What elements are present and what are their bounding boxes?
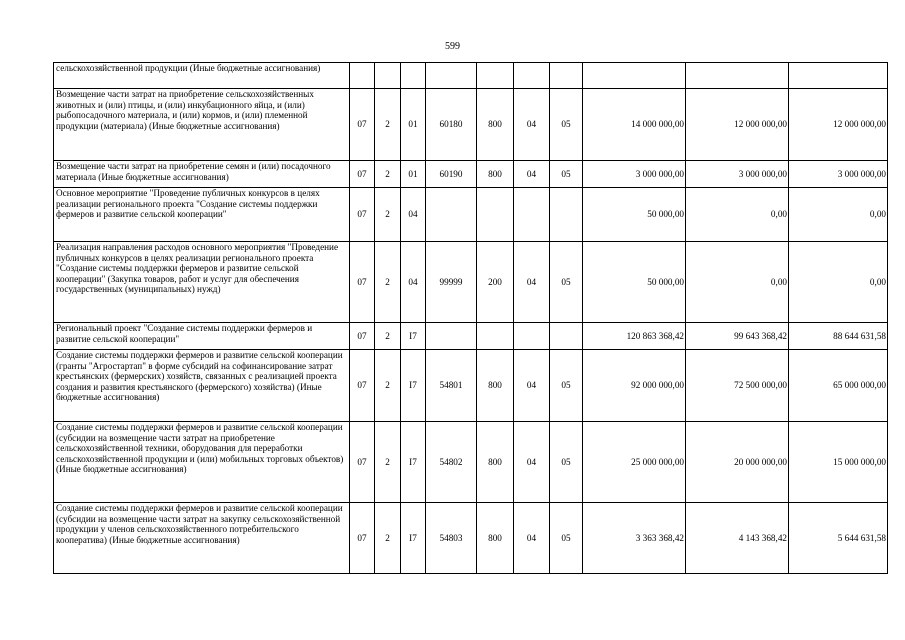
cell-code-5 — [477, 323, 514, 350]
cell-code-6 — [514, 188, 550, 242]
cell-code-5: 800 — [477, 350, 514, 422]
cell-code-1: 07 — [350, 323, 375, 350]
cell-code-3: I7 — [401, 323, 426, 350]
cell-code-2 — [375, 63, 401, 89]
cell-amount-3: 88 644 631,58 — [789, 323, 888, 350]
cell-amount-3: 12 000 000,00 — [789, 89, 888, 161]
cell-code-3: I7 — [401, 350, 426, 422]
cell-code-4: 60180 — [426, 89, 477, 161]
page-number: 599 — [445, 41, 460, 52]
cell-amount-1: 14 000 000,00 — [583, 89, 686, 161]
cell-code-2: 2 — [375, 188, 401, 242]
cell-code-1 — [350, 63, 375, 89]
cell-code-3: 04 — [401, 242, 426, 323]
cell-code-7 — [550, 323, 583, 350]
cell-code-5: 800 — [477, 89, 514, 161]
cell-amount-3: 15 000 000,00 — [789, 422, 888, 503]
cell-code-7: 05 — [550, 89, 583, 161]
cell-amount-2: 4 143 368,42 — [686, 503, 789, 574]
cell-code-1: 07 — [350, 422, 375, 503]
cell-code-2: 2 — [375, 350, 401, 422]
cell-amount-1: 3 000 000,00 — [583, 161, 686, 188]
cell-code-6: 04 — [514, 350, 550, 422]
cell-amount-2: 3 000 000,00 — [686, 161, 789, 188]
table-row — [54, 242, 888, 323]
cell-code-6: 04 — [514, 422, 550, 503]
cell-description: Основное мероприятие "Проведение публичных конкурсов в целях реализации регионального проекта "Создание системы поддержки фермеров и развитие сельской кооперации" — [54, 188, 350, 242]
cell-code-5: 800 — [477, 422, 514, 503]
cell-code-1: 07 — [350, 350, 375, 422]
cell-code-7: 05 — [550, 242, 583, 323]
cell-code-6: 04 — [514, 89, 550, 161]
cell-code-7: 05 — [550, 422, 583, 503]
cell-code-1: 07 — [350, 242, 375, 323]
cell-amount-3: 3 000 000,00 — [789, 161, 888, 188]
cell-amount-3: 65 000 000,00 — [789, 350, 888, 422]
cell-code-2: 2 — [375, 242, 401, 323]
cell-code-5: 800 — [477, 161, 514, 188]
table-row — [54, 422, 888, 503]
cell-amount-2: 20 000 000,00 — [686, 422, 789, 503]
table-row — [54, 188, 888, 242]
cell-amount-3: 0,00 — [789, 188, 888, 242]
table-body — [54, 63, 888, 574]
cell-code-6 — [514, 323, 550, 350]
cell-code-6: 04 — [514, 161, 550, 188]
cell-code-7 — [550, 188, 583, 242]
cell-amount-1: 3 363 368,42 — [583, 503, 686, 574]
cell-description: Возмещение части затрат на приобретение сельскохозяйственных животных и (или) птицы, и (или) инкубационного яйца, и (или) рыбопосадочного материала, и (или) кормов, и (или) племенной продукции (материала) (Иные бюджетные ассигнования) — [54, 89, 350, 161]
cell-amount-2: 12 000 000,00 — [686, 89, 789, 161]
cell-amount-1 — [583, 63, 686, 89]
cell-code-2: 2 — [375, 422, 401, 503]
cell-code-3: I7 — [401, 503, 426, 574]
cell-description: Возмещение части затрат на приобретение семян и (или) посадочного материала (Иные бюджетные ассигнования) — [54, 161, 350, 188]
table-row — [54, 63, 888, 89]
cell-amount-2: 99 643 368,42 — [686, 323, 789, 350]
cell-code-6 — [514, 63, 550, 89]
cell-code-3 — [401, 63, 426, 89]
cell-code-7: 05 — [550, 503, 583, 574]
cell-code-6: 04 — [514, 503, 550, 574]
cell-amount-2: 72 500 000,00 — [686, 350, 789, 422]
cell-code-5: 200 — [477, 242, 514, 323]
cell-amount-3 — [789, 63, 888, 89]
cell-code-2: 2 — [375, 323, 401, 350]
cell-description: Реализация направления расходов основного мероприятия "Проведение публичных конкурсов в целях реализации регионального проекта "Создание системы поддержки фермеров и развитие сельской кооперации" (Закупка товаров, работ и услуг для обеспечения государственных (муниципальных) нужд) — [54, 242, 350, 323]
cell-code-7 — [550, 63, 583, 89]
table-row — [54, 350, 888, 422]
cell-code-1: 07 — [350, 503, 375, 574]
cell-code-4: 54802 — [426, 422, 477, 503]
cell-amount-1: 50 000,00 — [583, 188, 686, 242]
cell-code-4: 54801 — [426, 350, 477, 422]
cell-code-3: I7 — [401, 422, 426, 503]
cell-code-7: 05 — [550, 161, 583, 188]
budget-table — [53, 62, 888, 574]
table-row — [54, 89, 888, 161]
cell-description: Создание системы поддержки фермеров и развитие сельской кооперации (субсидии на возмещение части затрат на приобретение сельскохозяйственной техники, оборудования для переработки сельскохозяйственной продукции и (или) мобильных торговых объектов) (Иные бюджетные ассигнования) — [54, 422, 350, 503]
cell-amount-1: 50 000,00 — [583, 242, 686, 323]
cell-code-6: 04 — [514, 242, 550, 323]
cell-description: Региональный проект "Создание системы поддержки фермеров и развитие сельской кооперации" — [54, 323, 350, 350]
cell-code-5 — [477, 63, 514, 89]
cell-code-3: 04 — [401, 188, 426, 242]
cell-code-7: 05 — [550, 350, 583, 422]
cell-amount-1: 92 000 000,00 — [583, 350, 686, 422]
cell-code-4: 54803 — [426, 503, 477, 574]
cell-code-5: 800 — [477, 503, 514, 574]
table-row — [54, 161, 888, 188]
cell-code-3: 01 — [401, 89, 426, 161]
cell-code-1: 07 — [350, 89, 375, 161]
cell-amount-2: 0,00 — [686, 188, 789, 242]
cell-code-4 — [426, 188, 477, 242]
cell-code-5 — [477, 188, 514, 242]
cell-description: Создание системы поддержки фермеров и развитие сельской кооперации (субсидии на возмещение части затрат на закупку сельскохозяйственной продукции у членов сельскохозяйственного потребительского кооператива) (Иные бюджетные ассигнования) — [54, 503, 350, 574]
cell-description: Создание системы поддержки фермеров и развитие сельской кооперации (гранты "Агростартап" в форме субсидий на софинансирование затрат крестьянских (фермерских) хозяйств, связанных с реализацией проекта создания и развития крестьянского (фермерского) хозяйства) (Иные бюджетные ассигнования) — [54, 350, 350, 422]
cell-amount-2: 0,00 — [686, 242, 789, 323]
table-row — [54, 323, 888, 350]
cell-code-4: 99999 — [426, 242, 477, 323]
cell-code-4: 60190 — [426, 161, 477, 188]
cell-amount-2 — [686, 63, 789, 89]
cell-code-1: 07 — [350, 161, 375, 188]
cell-code-2: 2 — [375, 161, 401, 188]
cell-amount-3: 5 644 631,58 — [789, 503, 888, 574]
cell-code-4 — [426, 323, 477, 350]
cell-amount-1: 25 000 000,00 — [583, 422, 686, 503]
cell-code-3: 01 — [401, 161, 426, 188]
cell-code-4 — [426, 63, 477, 89]
table-row — [54, 503, 888, 574]
cell-amount-1: 120 863 368,42 — [583, 323, 686, 350]
cell-amount-3: 0,00 — [789, 242, 888, 323]
cell-description: сельскохозяйственной продукции (Иные бюджетные ассигнования) — [54, 63, 350, 89]
cell-code-2: 2 — [375, 89, 401, 161]
cell-code-1: 07 — [350, 188, 375, 242]
cell-code-2: 2 — [375, 503, 401, 574]
